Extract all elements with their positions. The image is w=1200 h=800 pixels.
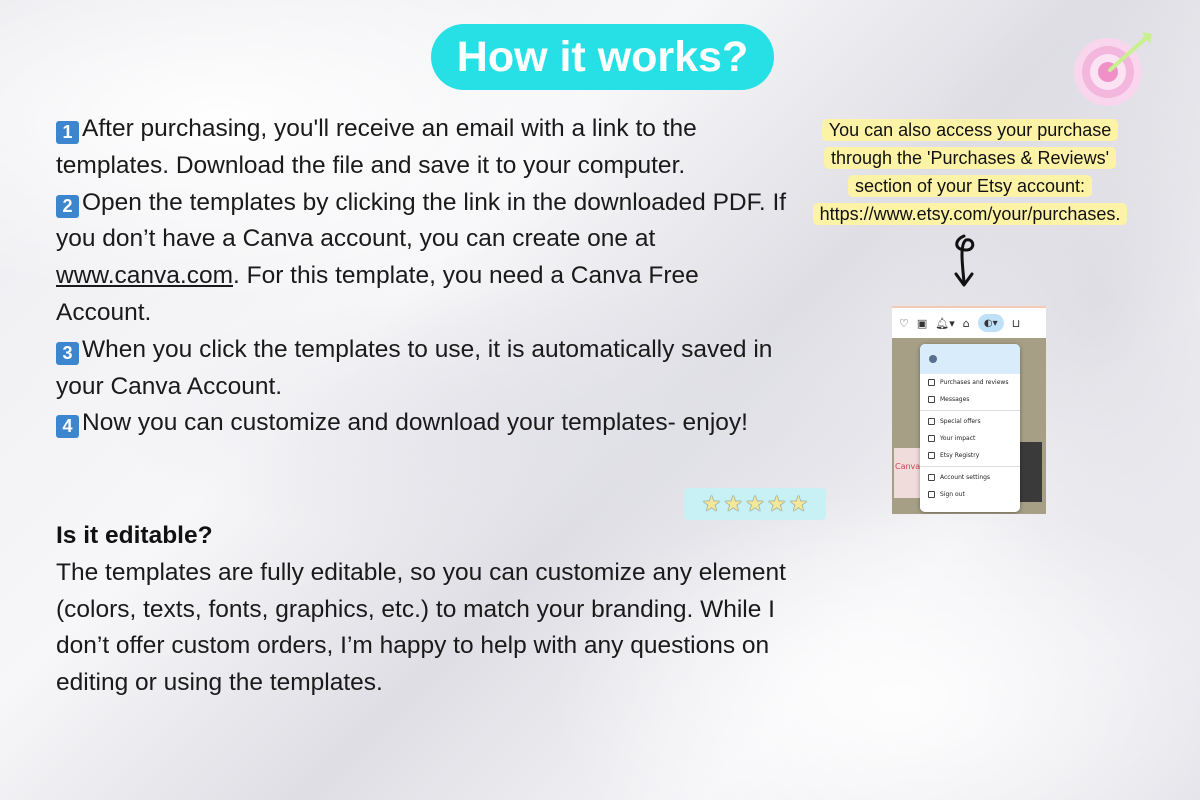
impact-icon — [928, 435, 935, 442]
profile-avatar — [929, 355, 937, 363]
editable-section — [56, 518, 796, 702]
rating-stars — [684, 488, 826, 520]
menu-item-label: Purchases and reviews — [940, 379, 1009, 386]
shop-icon: ⌂ — [962, 316, 970, 330]
callout-line: through the 'Purchases & Reviews' — [824, 147, 1116, 169]
gift-icon: ▣ — [916, 316, 928, 330]
page-title — [431, 24, 774, 90]
step-3 — [56, 332, 796, 406]
purchases-callout — [790, 116, 1150, 228]
arrow-down-icon — [950, 232, 986, 290]
step-1 — [56, 111, 796, 185]
menu-item-label: Messages — [940, 396, 970, 403]
menu-item-your-impact — [920, 430, 1020, 447]
star-icon: ★ — [723, 491, 744, 516]
callout-line: section of your Etsy account: — [848, 175, 1092, 197]
registry-icon — [928, 452, 935, 459]
step-2 — [56, 185, 796, 332]
bg-card-label: Canva — [895, 462, 921, 471]
star-icon: ★ — [701, 491, 722, 516]
menu-item-etsy-registry — [920, 447, 1020, 464]
menu-item-label: Sign out — [940, 491, 965, 498]
editable-heading: Is it editable? — [56, 522, 213, 549]
step-4 — [56, 405, 796, 442]
page-title-text: How it works? — [456, 32, 749, 81]
step-number-badge: 2 — [56, 195, 79, 218]
menu-profile-row — [920, 344, 1020, 374]
clipboard-icon — [928, 379, 935, 386]
step-text: Open the templates by clicking the link in the downloaded PDF. If you don’t have a Canva account, you can create one at — [56, 188, 787, 253]
step-number-badge: 3 — [56, 342, 79, 365]
step-text: After purchasing, you'll receive an email with a link to the templates. Download the file and save it to your computer. — [56, 115, 697, 179]
menu-item-messages — [920, 391, 1020, 408]
editable-body: The templates are fully editable, so you can customize any element (colors, texts, fonts, graphics, etc.) to match your branding. While I don’t offer custom orders, I’m happy to help with any questions on editing or using the templates. — [56, 558, 786, 697]
etsy-bg-card — [894, 448, 920, 498]
cart-icon: ⊔ — [1011, 316, 1021, 330]
step-number-badge: 1 — [56, 121, 79, 144]
star-icon: ★ — [766, 491, 787, 516]
etsy-account-menu-screenshot — [892, 306, 1046, 514]
etsy-header — [892, 308, 1046, 338]
menu-item-sign-out — [920, 486, 1020, 503]
steps-list — [56, 111, 796, 442]
menu-item-label: Your impact — [940, 435, 976, 442]
target-icon — [1070, 30, 1154, 108]
menu-item-purchases — [920, 374, 1020, 391]
message-icon — [928, 396, 935, 403]
menu-item-label: Special offers — [940, 418, 981, 425]
etsy-bg-dark-card — [1020, 442, 1042, 502]
star-icon: ★ — [788, 491, 809, 516]
heart-icon: ♡ — [899, 316, 909, 330]
star-icon: ★ — [745, 491, 765, 516]
bell-icon: 🔔︎▾ — [935, 316, 955, 330]
step-text: Now you can customize and download your templates- enjoy! — [82, 409, 748, 437]
etsy-dropdown-menu — [920, 344, 1020, 512]
menu-divider — [920, 410, 1020, 411]
avatar-icon: ◐▾ — [978, 314, 1004, 332]
menu-divider — [920, 466, 1020, 467]
tag-icon — [928, 418, 935, 425]
menu-item-label: Etsy Registry — [940, 452, 980, 459]
step-text: When you click the templates to use, it is automatically saved in your Canva Account. — [56, 335, 773, 400]
step-text-after: . For this template, you need a Canva Free Account. — [56, 262, 699, 326]
callout-url[interactable]: https://www.etsy.com/your/purchases. — [813, 203, 1128, 225]
step-number-badge: 4 — [56, 415, 79, 438]
callout-line: You can also access your purchase — [822, 119, 1119, 141]
menu-item-account-settings — [920, 469, 1020, 486]
sign-out-icon — [928, 491, 935, 498]
menu-item-label: Account settings — [940, 474, 991, 481]
gear-icon — [928, 474, 935, 481]
canva-link[interactable]: www.canva.com — [56, 262, 234, 290]
menu-item-special-offers — [920, 413, 1020, 430]
